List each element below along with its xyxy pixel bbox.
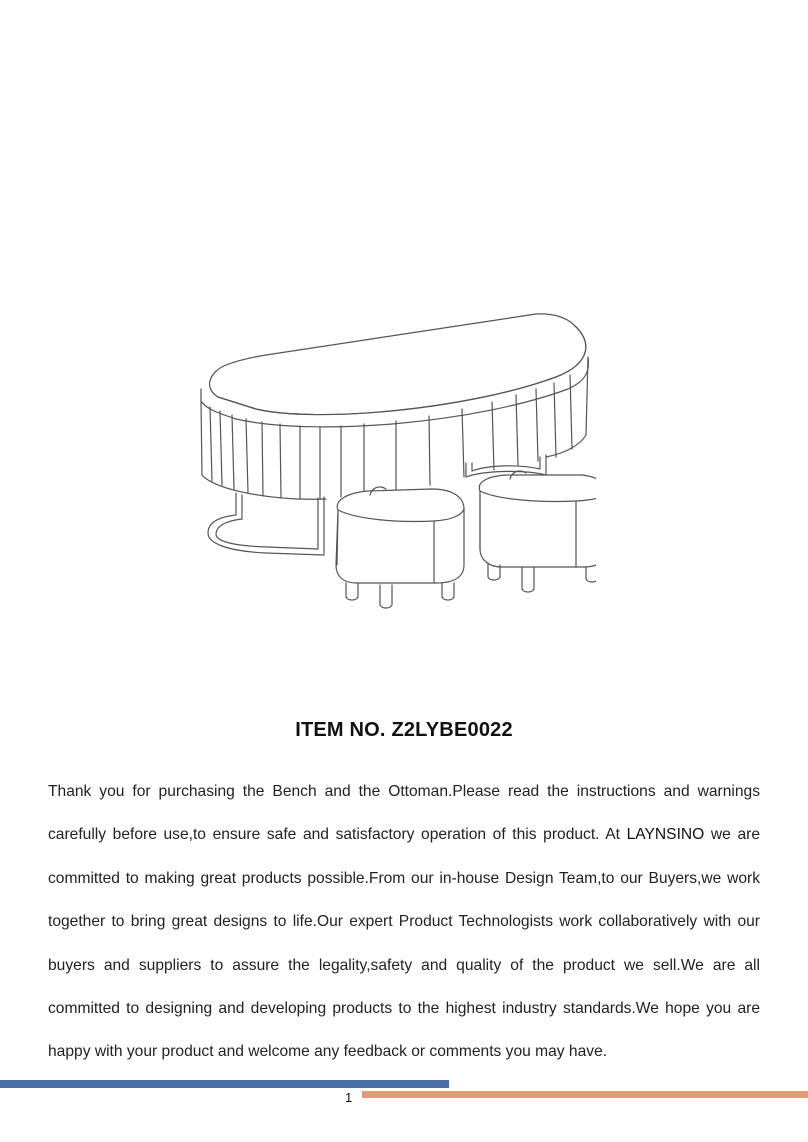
brand-name: LAYNSINO: [626, 826, 705, 844]
item-number-title: ITEM NO. Z2LYBE0022: [295, 719, 513, 742]
footer-bar-orange: [362, 1091, 808, 1098]
intro-text-part2: we are committed to making great products possible.From our in-house Design Team,to our Buyers,we work together to bring great designs to life.Our expert Product Technologists work collaboratively with our buyers and suppliers to assure the legality,safety and quality of the product we sell.We are all committed to designing and developing products to the highest industry standards.We hope you are happy with your product and welcome any feedback or comments you may have.: [48, 826, 761, 1061]
page-number: 1: [345, 1090, 353, 1105]
footer-bar-blue: [0, 1080, 449, 1088]
ottoman-left-drawing: [336, 487, 464, 608]
ottoman-right-drawing: [479, 471, 596, 592]
product-illustration: [196, 305, 596, 615]
intro-text-part1: Thank you for purchasing the Bench and the Ottoman.Please read the instructions and warnings carefully before use,to ensure safe and satisfactory operation of this product. At: [48, 783, 760, 844]
intro-paragraph: [48, 770, 760, 1074]
